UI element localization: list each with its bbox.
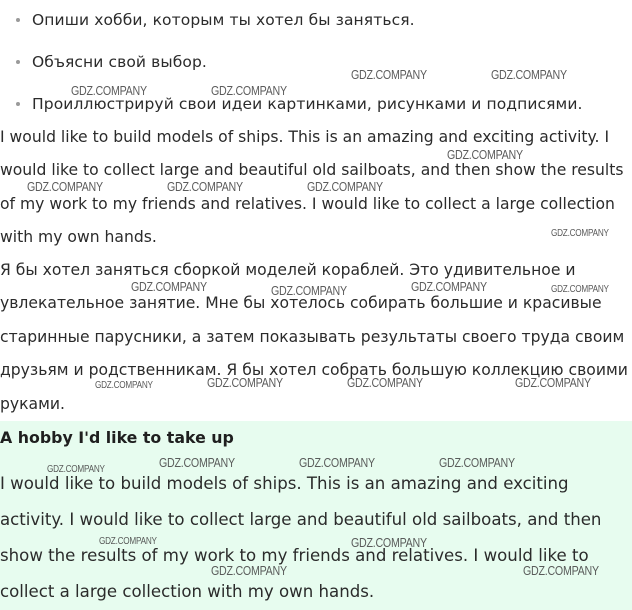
watermark: GDZ.COMPANY — [299, 455, 375, 470]
watermark: GDZ.COMPANY — [47, 464, 105, 475]
task-bullet-2 — [16, 53, 207, 71]
watermark: GDZ.COMPANY — [271, 283, 347, 298]
watermark: GDZ.COMPANY — [159, 455, 235, 470]
watermark: GDZ.COMPANY — [515, 375, 591, 390]
task-bullet-text: Опиши хобби, которым ты хотел бы заняться. — [32, 11, 415, 29]
watermark: GDZ.COMPANY — [207, 375, 283, 390]
watermark: GDZ.COMPANY — [351, 67, 427, 82]
watermark: GDZ.COMPANY — [351, 535, 427, 550]
watermark: GDZ.COMPANY — [447, 147, 523, 162]
watermark: GDZ.COMPANY — [71, 83, 147, 98]
watermark: GDZ.COMPANY — [551, 228, 609, 239]
watermark: GDZ.COMPANY — [491, 67, 567, 82]
task-bullet-text: Объясни свой выбор. — [32, 53, 207, 71]
watermark: GDZ.COMPANY — [211, 83, 287, 98]
watermark: GDZ.COMPANY — [27, 179, 103, 194]
watermark: GDZ.COMPANY — [95, 380, 153, 391]
watermark: GDZ.COMPANY — [99, 536, 157, 547]
task-bullet-text: Проиллюстрируй свои идеи картинками, рисунками и подписями. — [32, 95, 583, 113]
watermark: GDZ.COMPANY — [523, 563, 599, 578]
answer-title: A hobby I'd like to take up — [0, 428, 234, 447]
russian-paragraph: Я бы хотел заняться сборкой моделей кораблей. Это удивительное и увлекательное занятие. Мне бы хотелось собирать большие и красивые старинные парусники, а затем показывать результаты своего труда своим друзьям и родственникам. Я бы хотел собрать большую коллекцию своими руками. — [0, 261, 628, 413]
answer-text: I would like to build models of ships. This is an amazing and exciting activity. I would like to collect large and beautiful old sailboats, and then show the results of my work to my friends and relatives. I would like to collect a large collection with my own hands. — [0, 474, 602, 601]
watermark: GDZ.COMPANY — [167, 179, 243, 194]
watermark: GDZ.COMPANY — [551, 284, 609, 295]
watermark: GDZ.COMPANY — [347, 375, 423, 390]
watermark: GDZ.COMPANY — [307, 179, 383, 194]
bullet-dot-icon — [16, 102, 20, 106]
watermark: GDZ.COMPANY — [411, 279, 487, 294]
task-bullet-1 — [16, 11, 415, 29]
watermark: GDZ.COMPANY — [131, 279, 207, 294]
watermark: GDZ.COMPANY — [439, 455, 515, 470]
bullet-dot-icon — [16, 60, 20, 64]
english-paragraph: I would like to build models of ships. This is an amazing and exciting activity. I would like to collect large and beautiful old sailboats, and then show the results of my work to my friends and relatives. I would like to collect a large collection with my own hands. — [0, 128, 624, 247]
watermark: GDZ.COMPANY — [211, 563, 287, 578]
bullet-dot-icon — [16, 18, 20, 22]
